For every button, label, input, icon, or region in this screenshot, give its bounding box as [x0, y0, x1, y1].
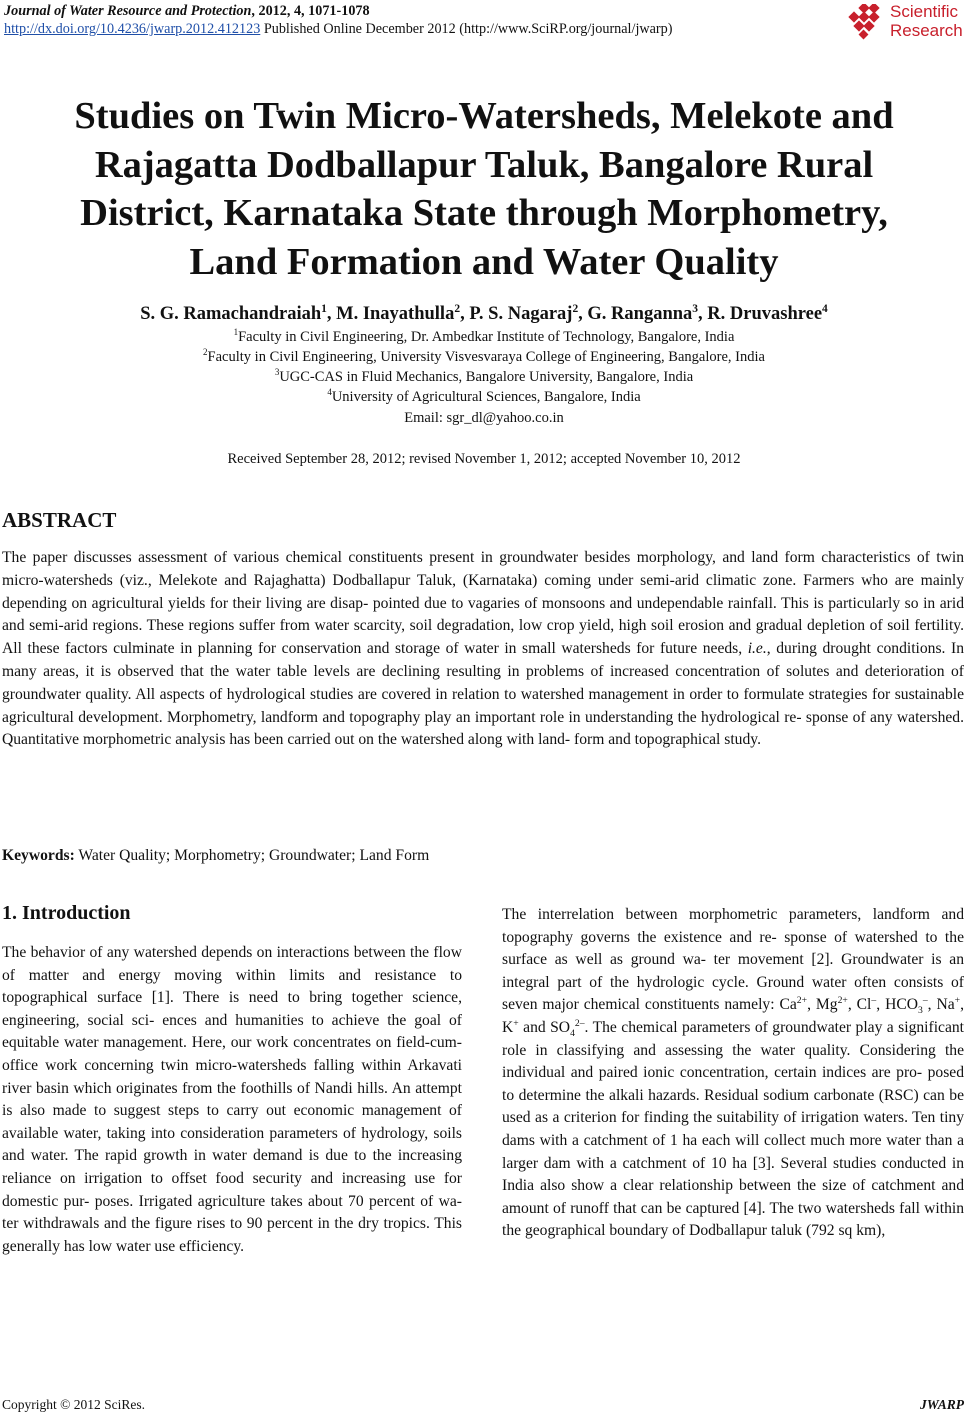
diamond-logo-icon — [846, 4, 886, 40]
keywords-label: Keywords: — [2, 847, 75, 864]
doi-line — [4, 20, 844, 38]
published-info: Published Online December 2012 (http://www.SciRP.org/journal/jwarp) — [260, 21, 673, 37]
section-heading-introduction: 1. Introduction — [2, 902, 131, 924]
author: M. Inayathulla$^2$, — [336, 302, 470, 324]
introduction-left-column: The behavior of any watershed depends on interactions between the flow of matter and energy moving within limits and resistance to topographical surface [1]. There is need to bring together science, engineering, social sci- ences and humanities to achieve the goal of equitable water management. Here, our work concentrates on field-cum-office work concerning twin micro-watersheds falling within Arkavati river basin which originates from the foothills of Nandi hills. An attempt is also made to suggest steps to carry out economic management of available water, taking into consideration parameters of hydrology, soils and water. The rapid growth in water demand is due to the increasing reliance on irrigation to offset food security and increasing use for domestic pur- poses. Irrigated agriculture takes about 70 percent of wa- ter withdrawals and the figure rises to 90 percent in the dry tropics. This generally has low water use efficiency. — [2, 944, 462, 1255]
paper-title: Studies on Twin Micro-Watersheds, Melekote and Rajagatta Dodballapur Taluk, Bangalore Rural District, Karnataka State through Morphometry, Land Formation and Water Quality — [74, 95, 894, 283]
logo-word-research: Research — [890, 21, 963, 40]
author: G. Ranganna$^3$, — [587, 302, 708, 324]
journal-volume: , 2012, 4, 1071-1078 — [251, 3, 370, 19]
author: P. S. Nagaraj$^2$, — [469, 302, 588, 324]
sulfate-formula: $SO_4^{2-}$ — [550, 1017, 585, 1040]
author-list — [0, 302, 968, 326]
doi-link[interactable]: http://dx.doi.org/10.4236/jwarp.2012.412123 — [4, 21, 261, 37]
journal-name: Journal of Water Resource and Protection — [4, 3, 252, 19]
running-header — [4, 2, 844, 38]
introduction-right-column: The interrelation between morphometric parameters, landform and topography governs the existence and re- sponse of watershed to the surface as well as ground wa- ter movement [2]. Groundwater is an integral part of the hydrologic cycle. Ground water often consists of seven major chemical constituents namely: $Ca^{2+}$, $Mg^{2+}$, Cl–, $HCO_3^-$, Na+, K+ and $SO_4^{2-}$. The chemical parameters of groundwater play a significant role in classifying and assessing the water quality. Considering the individual and paired ionic concentration, certain indices are pro- posed to determine the alkali hazards. Residual sodium carbonate (RSC) can be used as a criterion for finding the suitability of irrigation waters. Ten tiny dams with a catchment of 1 ha each will collect much more water than a larger dam with a catchment of 10 ha [3]. Several studies conducted in India also show a clear relationship between the size of catchment and amount of runoff that can be captured [4]. The two watersheds fall within the geographical boundary of Dodballapur taluk (792 sq km), — [502, 906, 965, 1240]
received-dates: Received September 28, 2012; revised November 1, 2012; accepted November 10, 2012 — [227, 451, 741, 467]
scientific-research-logo — [846, 2, 968, 42]
affiliation: $^2$Faculty in Civil Engineering, University Visvesvaraya College of Engineering, Bangalore, India — [203, 347, 765, 365]
journal-abbreviation: JWARP — [919, 1397, 964, 1412]
abstract-text: The paper discusses assessment of various chemical constituents present in groundwater besides morphology, and land form characteristics of twin micro-watersheds (viz., Melekote and Rajaghatta) Dodballapur Taluk, (Karnataka) coming under semi-arid climatic zone. Farmers who are mainly depending on agricultural yields for their living are disap- pointed due to vagaries of monsoons and undependable rainfall. This is particularly so in arid and semi-arid regions. These regions suffer from water scarcity, soil degradation, low crop yield, high soil erosion and gradual depletion of soil fertility. All these factors culminate in planning for conservation and storage of water in small watersheds for future needs, i.e., during drought conditions. In many areas, it is observed that the water table levels are declining resulting in problems of increased concentration of solutes and deterioration of groundwater quality. All aspects of hydrological studies are covered in relation to watershed management in order to formulate strategies for sustainable agricultural development. Morphometry, landform and topography play an important role in understanding the hydrological re- sponse of any watershed. Quantitative morphometric analysis has been carried out on the watershed along with land- form and topographical study. — [2, 549, 964, 749]
author: S. G. Ramachandraiah$^1$, — [140, 302, 337, 324]
bicarbonate-formula: $HCO_3^-$ — [885, 995, 928, 1017]
copyright: Copyright © 2012 SciRes. — [2, 1397, 146, 1412]
keywords-list: Water Quality; Morphometry; Groundwater; Land Form — [74, 847, 430, 864]
author: R. Druvashree$^4$ — [707, 302, 828, 324]
keywords — [2, 847, 429, 865]
author-email: Email: sgr_dl@yahoo.co.in — [404, 410, 564, 426]
logo-word-scientific: Scientific — [890, 2, 959, 21]
abstract-heading: ABSTRACT — [2, 508, 117, 532]
affiliation: $^4$University of Agricultural Sciences, Bangalore, India — [327, 387, 641, 405]
affiliation: $^1$Faculty in Civil Engineering, Dr. Ambedkar Institute of Technology, Bangalore, India — [233, 327, 735, 345]
journal-line — [4, 2, 844, 20]
affiliation: $^3$UGC-CAS in Fluid Mechanics, Bangalore University, Bangalore, India — [274, 367, 694, 385]
